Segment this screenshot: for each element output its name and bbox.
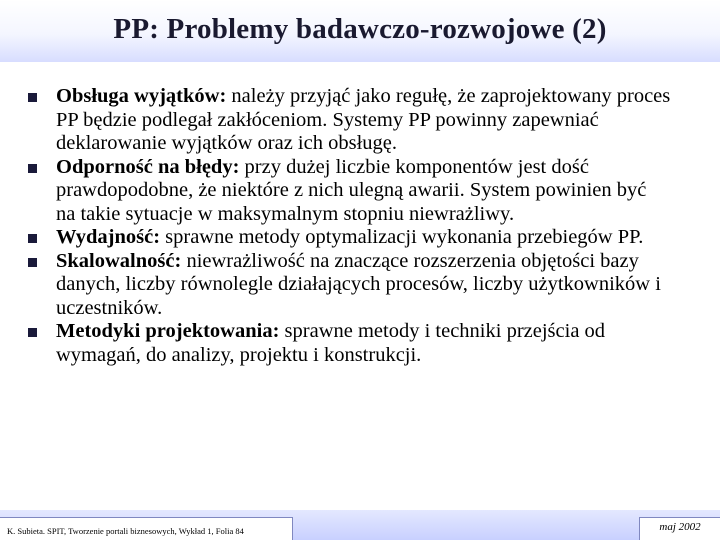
footer-date: maj 2002 xyxy=(659,521,701,533)
bullet-text: należy przyjąć jako regułę, że zaprojektowany proces xyxy=(226,85,671,107)
footer-citation: K. Subieta. SPIT, Tworzenie portali biznesowych, Wykład 1, Folia 84 xyxy=(7,526,244,536)
bullet-text: niewrażliwość na znaczące rozszerzenia objętości bazy xyxy=(181,249,639,272)
bullet-term: Odporność na błędy: xyxy=(56,155,240,178)
slide-title: PP: Problemy badawczo-rozwojowe (2) xyxy=(113,13,607,45)
bullet-line xyxy=(56,85,718,109)
bullet-line xyxy=(56,156,718,180)
bullet-line xyxy=(56,320,718,344)
bullet-term: Obsługa wyjątków: xyxy=(56,85,227,107)
square-bullet-icon xyxy=(28,258,37,267)
square-bullet-icon xyxy=(28,328,37,337)
bullet-term: Metodyki projektowania: xyxy=(56,320,280,342)
bullet-item xyxy=(28,320,718,367)
bullet-item xyxy=(28,226,718,250)
bullet-line: danych, liczby równolegle działających procesów, liczby użytkowników i xyxy=(56,273,661,295)
bullet-text: sprawne metody optymalizacji wykonania przebiegów PP. xyxy=(160,226,644,248)
bullet-line: deklarowanie wyjątków oraz ich obsługę. xyxy=(56,132,397,154)
bullet-line: PP będzie podlegał zakłóceniom. Systemy PP powinny zapewniać xyxy=(56,108,599,131)
bullet-text: sprawne metody i techniki przejścia od xyxy=(279,320,606,342)
bullet-term: Wydajność: xyxy=(56,226,161,248)
square-bullet-icon xyxy=(28,164,37,173)
footer-citation-box xyxy=(0,517,293,540)
bullet-item xyxy=(28,85,718,156)
bullet-line: uczestników. xyxy=(56,296,163,319)
bullet-list xyxy=(28,85,718,367)
bullet-line: na takie sytuacje w maksymalnym stopniu niewrażliwy. xyxy=(56,202,515,225)
bullet-item xyxy=(28,156,718,227)
footer-bar xyxy=(0,510,720,540)
bullet-line xyxy=(56,250,718,274)
footer-date-box xyxy=(639,517,720,540)
title-bar xyxy=(0,0,720,62)
bullet-line xyxy=(56,226,718,250)
bullet-line: prawdopodobne, że niektóre z nich ulegną awarii. System powinien być xyxy=(56,179,647,201)
square-bullet-icon xyxy=(28,234,37,243)
square-bullet-icon xyxy=(28,93,37,102)
bullet-term: Skalowalność: xyxy=(56,249,182,272)
bullet-item xyxy=(28,250,718,321)
bullet-line: wymagań, do analizy, projektu i konstrukcji. xyxy=(56,343,422,366)
bullet-text: przy dużej liczbie komponentów jest dość xyxy=(239,155,589,178)
